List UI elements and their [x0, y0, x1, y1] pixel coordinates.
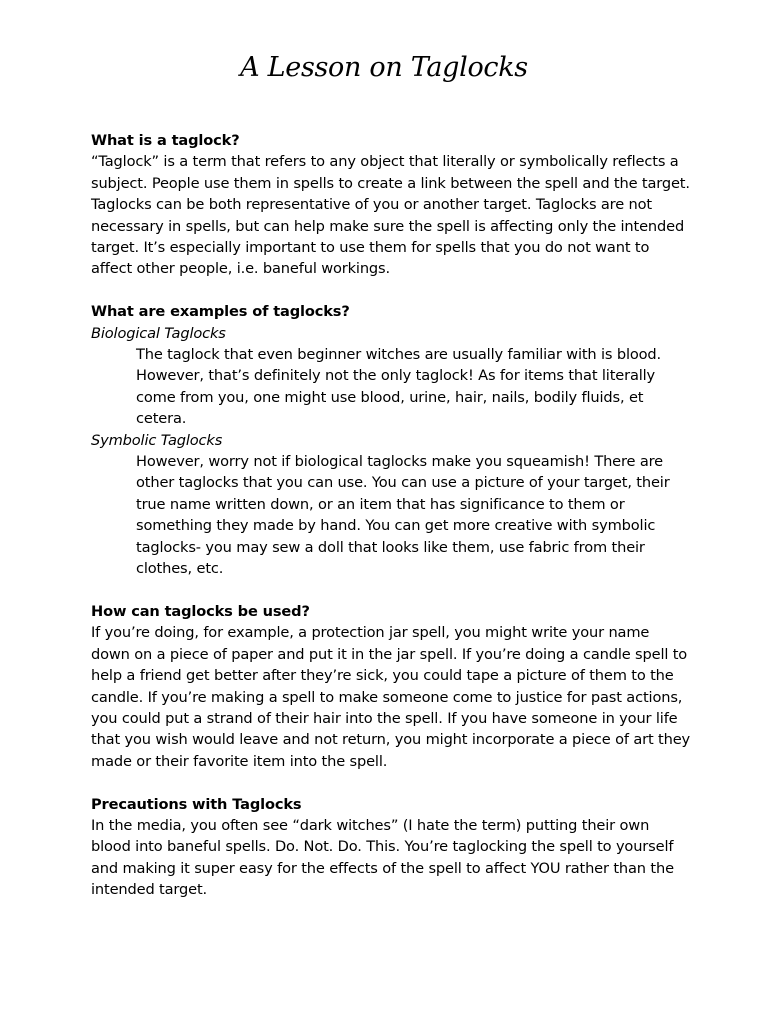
subsection-paragraph-symbolic: However, worry not if biological taglocks make you squeamish! There are other taglocks that you can use. You can use a picture of your target, their true name written down, or an item that has significance to them or something they made by hand. You can get more creative with symbolic taglocks- you may sew a doll that looks like them, use fabric from their clothes, etc.: [136, 453, 670, 578]
section-paragraph: If you’re doing, for example, a protection jar spell, you might write your name down on a piece of paper and put it in the jar spell. If you’re doing a candle spell to help a friend get better after they’re sick, you could tape a picture of them to the candle. If you’re making a spell to make someone come to justice for past actions, you could put a strand of their hair into the spell. If you have someone in your life that you wish would leave and not return, you might incorporate a piece of art they made or their favorite item into the spell.: [91, 624, 691, 770]
document-title: A Lesson on Taglocks: [240, 52, 528, 83]
section-heading: How can taglocks be used?: [91, 602, 310, 620]
section-heading: What is a taglock?: [91, 132, 240, 149]
subsection-heading-biological: Biological Taglocks: [91, 324, 226, 342]
subsection-paragraph-biological: The taglock that even beginner witches are usually familiar with is blood. However, that’s definitely not the only taglock! As for items that literally come from you, one might use blood, urine, hair, nails, bodily fluids, et cetera.: [136, 346, 662, 428]
document-body: [91, 130, 691, 922]
section-how-used: [91, 601, 691, 772]
section-paragraph: “Taglock” is a term that refers to any object that literally or symbolically reflects a subject. People use them in spells to create a link between the spell and the target. Taglocks can be both representative of you or another target. Taglocks are not necessary in spells, but can help make sure the spell is affecting only the intended target. It’s especially important to use them for spells that you do not want to affect other people, i.e. baneful workings.: [91, 153, 690, 278]
section-heading: Precautions with Taglocks: [91, 795, 302, 813]
section-examples: [91, 301, 691, 579]
section-heading: What are examples of taglocks?: [91, 303, 350, 321]
section-paragraph: In the media, you often see “dark witches” (I hate the term) putting their own blood into baneful spells. Do. Not. Do. This. You’re taglocking the spell to yourself and making it super easy for the effects of the spell to affect YOU rather than the intended target.: [91, 816, 674, 899]
section-what-is-taglock: [91, 130, 691, 280]
subsection-heading-symbolic: Symbolic Taglocks: [91, 431, 223, 449]
section-precautions: [91, 794, 691, 901]
